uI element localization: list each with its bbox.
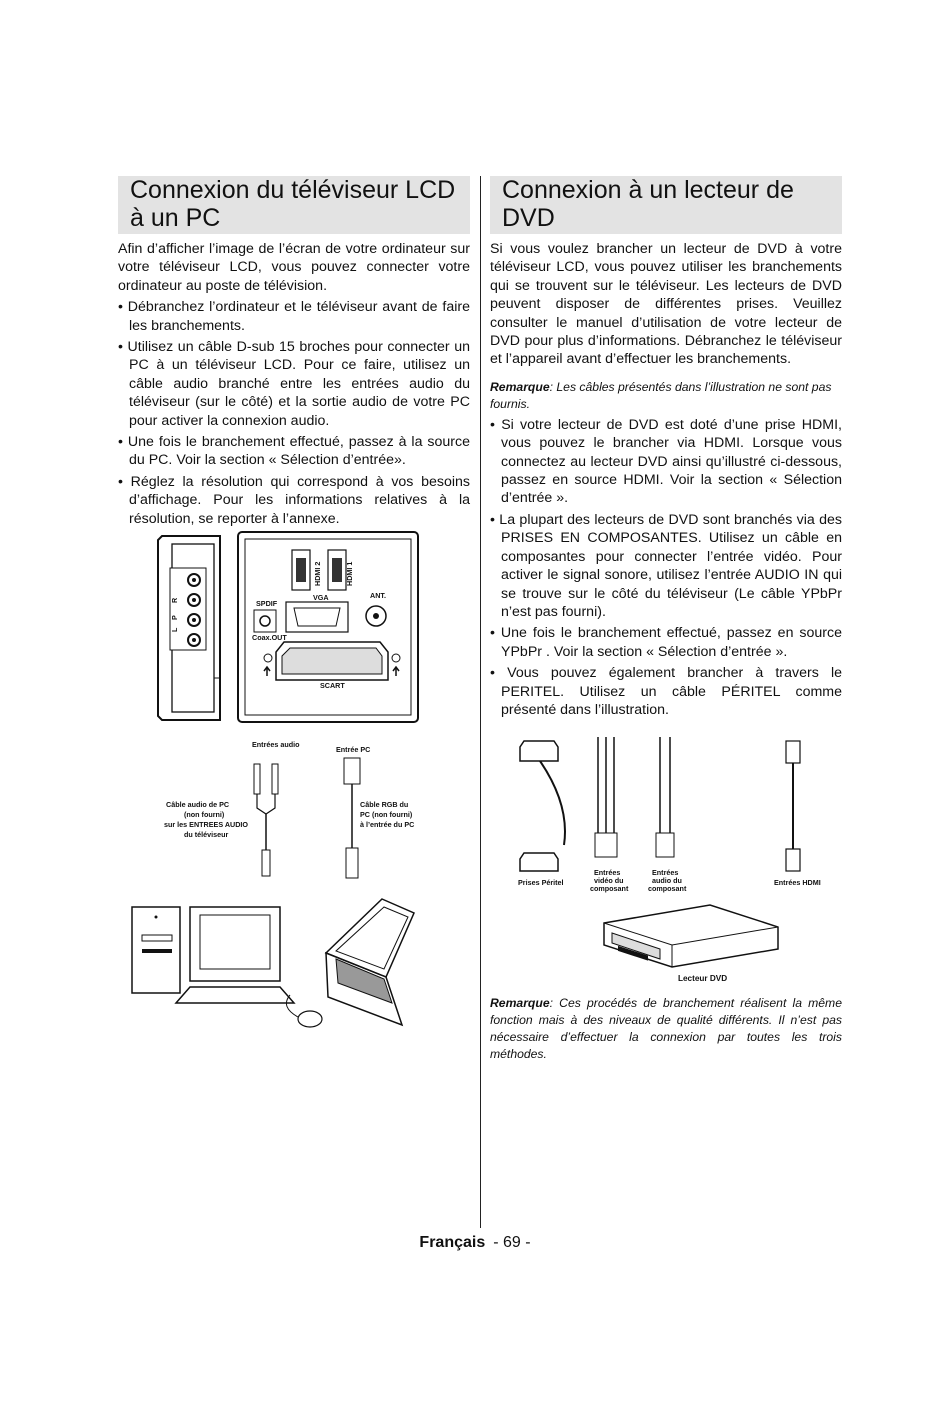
page-footer (0, 1234, 950, 1252)
component-video-cable-icon (595, 737, 617, 857)
hdmi-cable-icon (786, 741, 800, 871)
coax-label: Coax.OUT (252, 633, 287, 642)
audio-label-2: audio du (652, 876, 682, 885)
pc-bullet-4: • Réglez la résolution qui correspond à vos besoins d’affichage. Pour les informations relatives à la résolution, se reporter à l’annexe. (118, 473, 470, 527)
pc-bullet-1: • Débranchez l’ordinateur et le téléviseur avant de faire les branchements. (118, 299, 470, 334)
audio-cable-line-2: (non fourni) (184, 810, 225, 819)
monitor-icon (176, 907, 322, 1027)
ant-label: ANT. (370, 591, 386, 600)
computers-illustration (130, 895, 430, 1035)
audio-cable-line-4: du téléviseur (184, 830, 229, 839)
audio-cable-line-1: Câble audio de PC (166, 800, 230, 809)
spdif-label: SPDIF (256, 599, 278, 608)
dvd-player-label: Lecteur DVD (678, 974, 728, 983)
dvd-note-1 (490, 379, 842, 413)
audio-cable-line-3: sur les ENTREES AUDIO (164, 820, 249, 829)
pc-cable-diagram (160, 738, 420, 888)
dvd-intro: Si vous voulez brancher un lecteur de DVD à votre téléviseur LCD, vous pouvez utiliser les branchements qui se trouvent sur le téléviseur. Les lecteurs de DVD peuvent disposer de différentes prises. Veuillez consulter le manuel d’utilisation de votre lecteur de DVD pour plus d’informations. Débranchez le téléviseur et l’appareil avant d’effectuer les branchements. (490, 241, 842, 368)
dvd-note-2 (490, 995, 842, 1063)
note-2-text: : Ces procédés de branchement réalisent la même fonction mais à des niveaux de qualité différents. Il n’est pas nécessaire d’effectuer la connexion par toutes les trois méthodes. (490, 996, 842, 1061)
dvd-connection-title: Connexion à un lecteur de DVD (490, 176, 842, 234)
dvd-bullet-2: • La plupart des lecteurs de DVD sont branchés via des PRISES EN COMPOSANTES. Utilisez un câble en composantes pour connecter l’entrée vidéo. Pour activer le signal sonore, utilisez l’entrée AUDIO IN qui se trouve sur le côté du téléviseur (Le câble YPbPr n’est pas fourni). (490, 511, 842, 620)
hdmi-inputs-label: Entrées HDMI (774, 878, 821, 887)
rgb-cable-line-3: à l’entrée du PC (360, 820, 415, 829)
video-label-1: Entrées (594, 868, 621, 877)
right-column (490, 176, 842, 719)
scart-label: SCART (320, 681, 345, 690)
svg-text:(non fourni) (184, 810, 225, 819)
note-1-text: : Les câbles présentés dans l’illustration ne sont pas fournis. (490, 379, 832, 411)
left-column (118, 176, 470, 528)
side-label-p: P (170, 615, 179, 620)
desktop-tower-icon (132, 907, 180, 993)
footer-language: Français (419, 1234, 486, 1251)
dvd-bullet-4: • Vous pouvez également brancher à travers le PERITEL. Utilisez un câble PÉRITEL comme présenté dans l’illustration. (490, 665, 842, 718)
scart-inputs-label: Prises Péritel (518, 878, 564, 887)
side-label-r: R (170, 597, 179, 603)
dvd-bullet-1: • Si votre lecteur de DVD est doté d’une prise HDMI, vous pouvez le brancher via HDMI. Lorsque vous connectez au lecteur DVD ainsi qu’illustré ci-dessous, passez en source HDMI. Voir la section « Sélection d’entrée ». (490, 416, 842, 507)
svg-text:à l’entrée du PC (360, 820, 414, 829)
hdmi2-label: HDMI 2 (313, 561, 322, 586)
pc-input-title: Entrée PC (336, 745, 371, 754)
scart-cable-icon (520, 741, 565, 871)
pc-bullet-3: • Une fois le branchement effectué, passez à la source du PC. Voir la section « Sélection d’entrée». (118, 434, 470, 469)
svg-text:Câble RGB du (360, 800, 408, 809)
dvd-bullet-3: • Une fois le branchement effectué, passez en source YPbPr . Voir la section « Sélection d’entrée ». (490, 625, 842, 660)
svg-text:composant (648, 884, 687, 893)
video-label-2: vidéo du (594, 876, 624, 885)
vga-label: VGA (313, 593, 329, 602)
audio-inputs-title: Entrées audio (252, 740, 300, 749)
pc-connection-title: Connexion du téléviseur LCD à un PC (118, 176, 470, 234)
note-2-label: Remarque (490, 996, 550, 1010)
rgb-cable-line-2: PC (non fourni) (360, 810, 413, 819)
side-label-l: L (170, 627, 179, 632)
svg-text:sur les ENTREES AUDIO (164, 820, 248, 829)
dvd-cable-diagram (510, 735, 830, 895)
pc-intro: Afin d’afficher l’image de l’écran de votre ordinateur sur votre téléviseur LCD, vous pouvez connecter votre ordinateur au poste de télévision. (118, 241, 470, 294)
audio-label-3: composant (648, 884, 687, 893)
pc-bullet-2: • Utilisez un câble D-sub 15 broches pour connecter un PC à un téléviseur LCD. Pour ce faire, utilisez un câble audio branché entre les entrées audio du téléviseur (sur le côté) et la sortie audio de votre PC pour activer la connexion audio. (118, 339, 470, 429)
page-number: - 69 - (493, 1234, 531, 1251)
svg-text:Câble audio de PC (166, 800, 229, 809)
audio-label-1: Entrées (652, 868, 679, 877)
rgb-cable-line-1: Câble RGB du (360, 800, 409, 809)
note-1-label: Remarque (490, 379, 550, 394)
dvd-player-icon (600, 905, 780, 985)
video-label-3: composant (590, 884, 629, 893)
laptop-icon (326, 899, 414, 1025)
tv-connector-panel-diagram (150, 528, 430, 728)
hdmi1-label: HDMI 1 (345, 561, 354, 586)
svg-text:PC (non fourni) (360, 810, 413, 819)
svg-text:composant (590, 884, 629, 893)
component-audio-cable-icon (656, 737, 674, 857)
svg-text:du téléviseur (184, 830, 229, 839)
column-divider (480, 176, 481, 1228)
